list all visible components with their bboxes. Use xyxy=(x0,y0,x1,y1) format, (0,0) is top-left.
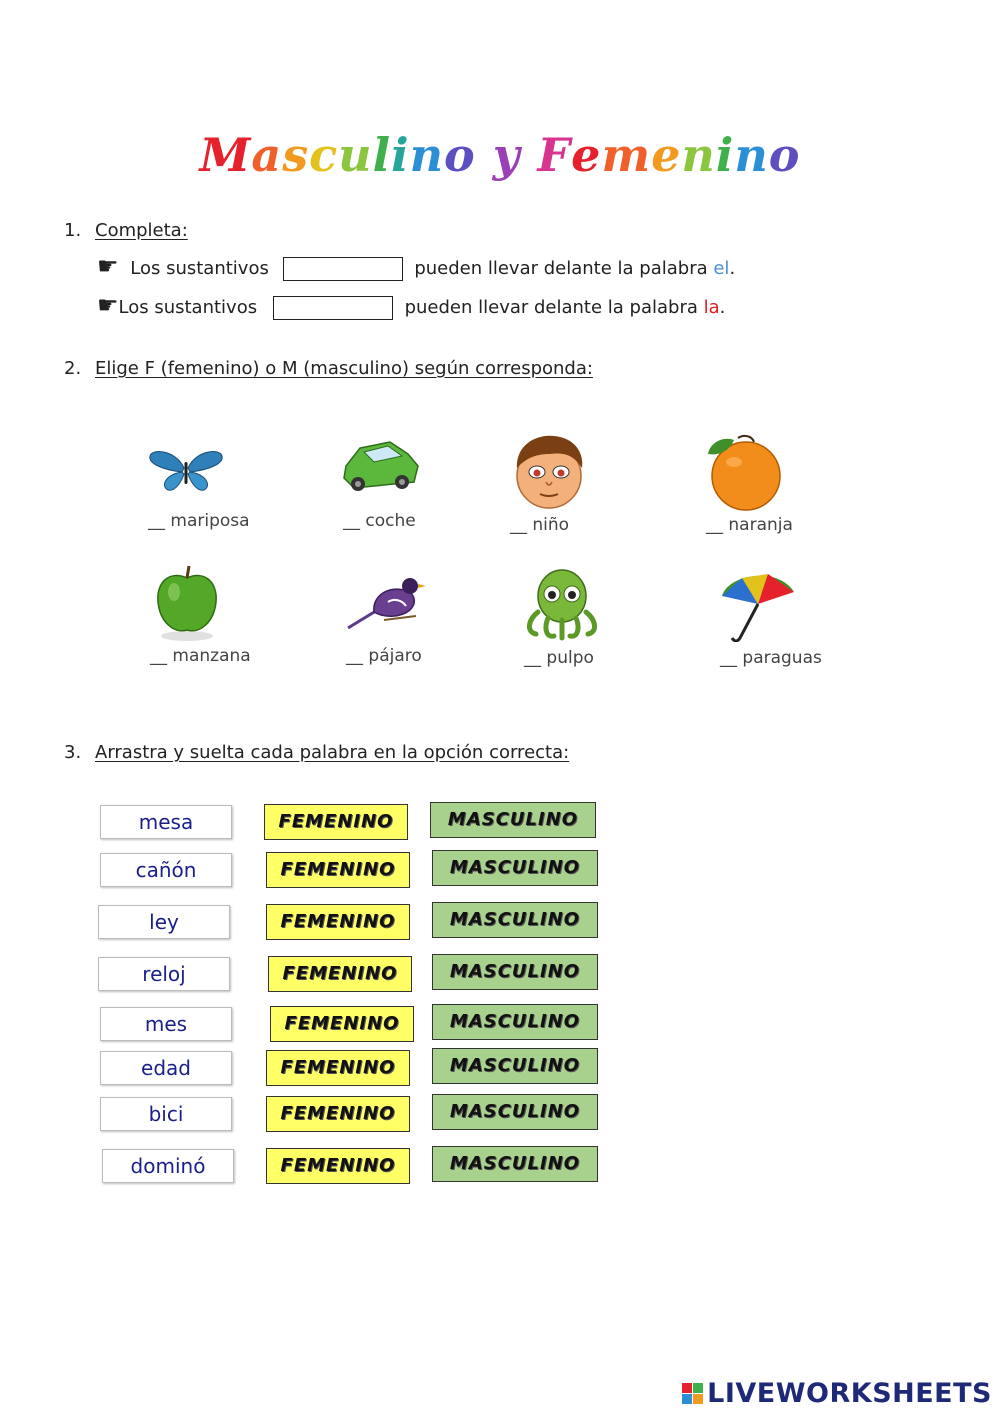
draggable-word[interactable]: dominó xyxy=(102,1149,234,1183)
title-letter: u xyxy=(338,128,373,182)
worksheet-title xyxy=(0,128,1000,182)
title-letter: e xyxy=(571,128,602,182)
answer-input-1[interactable] xyxy=(283,257,403,281)
fill-line-2 xyxy=(97,293,725,320)
picture-label: __ pájaro xyxy=(346,646,422,666)
drop-target-masculino[interactable]: MASCULINO xyxy=(432,1146,598,1182)
butterfly-icon xyxy=(146,448,226,494)
picture-label: __ paraguas xyxy=(720,648,822,668)
section-2-number: 2. xyxy=(64,358,82,379)
drop-target-masculino[interactable]: MASCULINO xyxy=(432,902,598,938)
picture-label: __ manzana xyxy=(150,646,251,666)
pointing-hand-icon: ☛ xyxy=(97,291,119,319)
title-letter: s xyxy=(282,128,310,182)
fill-line-1-before: Los sustantivos xyxy=(130,258,269,279)
apple-icon xyxy=(154,562,220,642)
fill-line-1-after: pueden llevar delante la palabra xyxy=(414,258,708,279)
drop-target-femenino[interactable]: FEMENINO xyxy=(268,956,412,992)
draggable-word[interactable]: cañón xyxy=(100,853,232,887)
title-letter: y xyxy=(492,128,521,182)
picture-label: __ mariposa xyxy=(148,511,250,531)
umbrella-icon xyxy=(718,568,796,642)
title-letter: a xyxy=(251,128,283,182)
section-2-heading: Elige F (femenino) o M (masculino) según corresponda: xyxy=(95,358,593,379)
article-la: la xyxy=(703,297,720,318)
drop-target-masculino[interactable]: MASCULINO xyxy=(432,1094,598,1130)
section-1-number: 1. xyxy=(64,220,82,241)
title-letter: n xyxy=(409,128,445,182)
draggable-word[interactable]: bici xyxy=(100,1097,232,1131)
drop-target-femenino[interactable]: FEMENINO xyxy=(270,1006,414,1042)
drop-target-femenino[interactable]: FEMENINO xyxy=(264,804,408,840)
drop-target-masculino[interactable]: MASCULINO xyxy=(432,1048,598,1084)
fill-line-2-after: pueden llevar delante la palabra xyxy=(404,297,698,318)
bird-icon xyxy=(344,572,426,630)
title-letter: i xyxy=(715,128,735,182)
drop-target-masculino[interactable]: MASCULINO xyxy=(432,1004,598,1040)
drop-target-femenino[interactable]: FEMENINO xyxy=(266,852,410,888)
drop-target-femenino[interactable]: FEMENINO xyxy=(266,1096,410,1132)
title-letter: o xyxy=(768,128,801,182)
title-letter xyxy=(520,128,537,182)
pointing-hand-icon: ☛ xyxy=(97,252,119,280)
fill-line-2-end: . xyxy=(719,297,726,318)
octopus-icon xyxy=(524,566,600,642)
title-letter xyxy=(476,128,493,182)
section-3-number: 3. xyxy=(64,742,82,763)
drop-target-femenino[interactable]: FEMENINO xyxy=(266,1050,410,1086)
title-letter: o xyxy=(444,128,476,182)
drop-target-femenino[interactable]: FEMENINO xyxy=(266,1148,410,1184)
article-el: el xyxy=(713,258,730,279)
title-letter: F xyxy=(537,128,572,182)
fill-line-1 xyxy=(97,254,735,281)
fill-line-2-before: Los sustantivos xyxy=(118,297,258,318)
title-letter: n xyxy=(681,128,716,182)
title-letter: M xyxy=(199,128,252,182)
section-3-heading: Arrastra y suelta cada palabra en la opción correcta: xyxy=(95,742,570,763)
liveworksheets-logo xyxy=(682,1378,992,1409)
drop-target-femenino[interactable]: FEMENINO xyxy=(266,904,410,940)
draggable-word[interactable]: edad xyxy=(100,1051,232,1085)
drop-target-masculino[interactable]: MASCULINO xyxy=(432,850,598,886)
fill-line-1-end: . xyxy=(729,258,736,279)
answer-input-2[interactable] xyxy=(273,296,393,320)
section-1-heading: Completa: xyxy=(95,220,188,241)
drop-target-masculino[interactable]: MASCULINO xyxy=(430,802,596,838)
logo-text: LIVEWORKSHEETS xyxy=(707,1378,992,1409)
boy-face-icon xyxy=(510,432,588,510)
title-letter: n xyxy=(734,128,769,182)
title-letter: i xyxy=(391,128,410,182)
picture-label: __ niño xyxy=(510,515,570,535)
drop-target-masculino[interactable]: MASCULINO xyxy=(432,954,598,990)
title-letter: c xyxy=(309,128,339,182)
draggable-word[interactable]: ley xyxy=(98,905,230,939)
picture-label: __ naranja xyxy=(706,515,793,535)
draggable-word[interactable]: mes xyxy=(100,1007,232,1041)
car-icon xyxy=(340,436,422,498)
picture-label: __ coche xyxy=(343,511,416,531)
draggable-word[interactable]: reloj xyxy=(98,957,230,991)
title-letter: e xyxy=(651,128,682,182)
orange-icon xyxy=(704,432,784,512)
title-letter: m xyxy=(601,128,652,182)
draggable-word[interactable]: mesa xyxy=(100,805,232,839)
picture-label: __ pulpo xyxy=(524,648,594,668)
logo-mark-icon xyxy=(682,1383,703,1404)
title-letter: l xyxy=(372,128,392,182)
